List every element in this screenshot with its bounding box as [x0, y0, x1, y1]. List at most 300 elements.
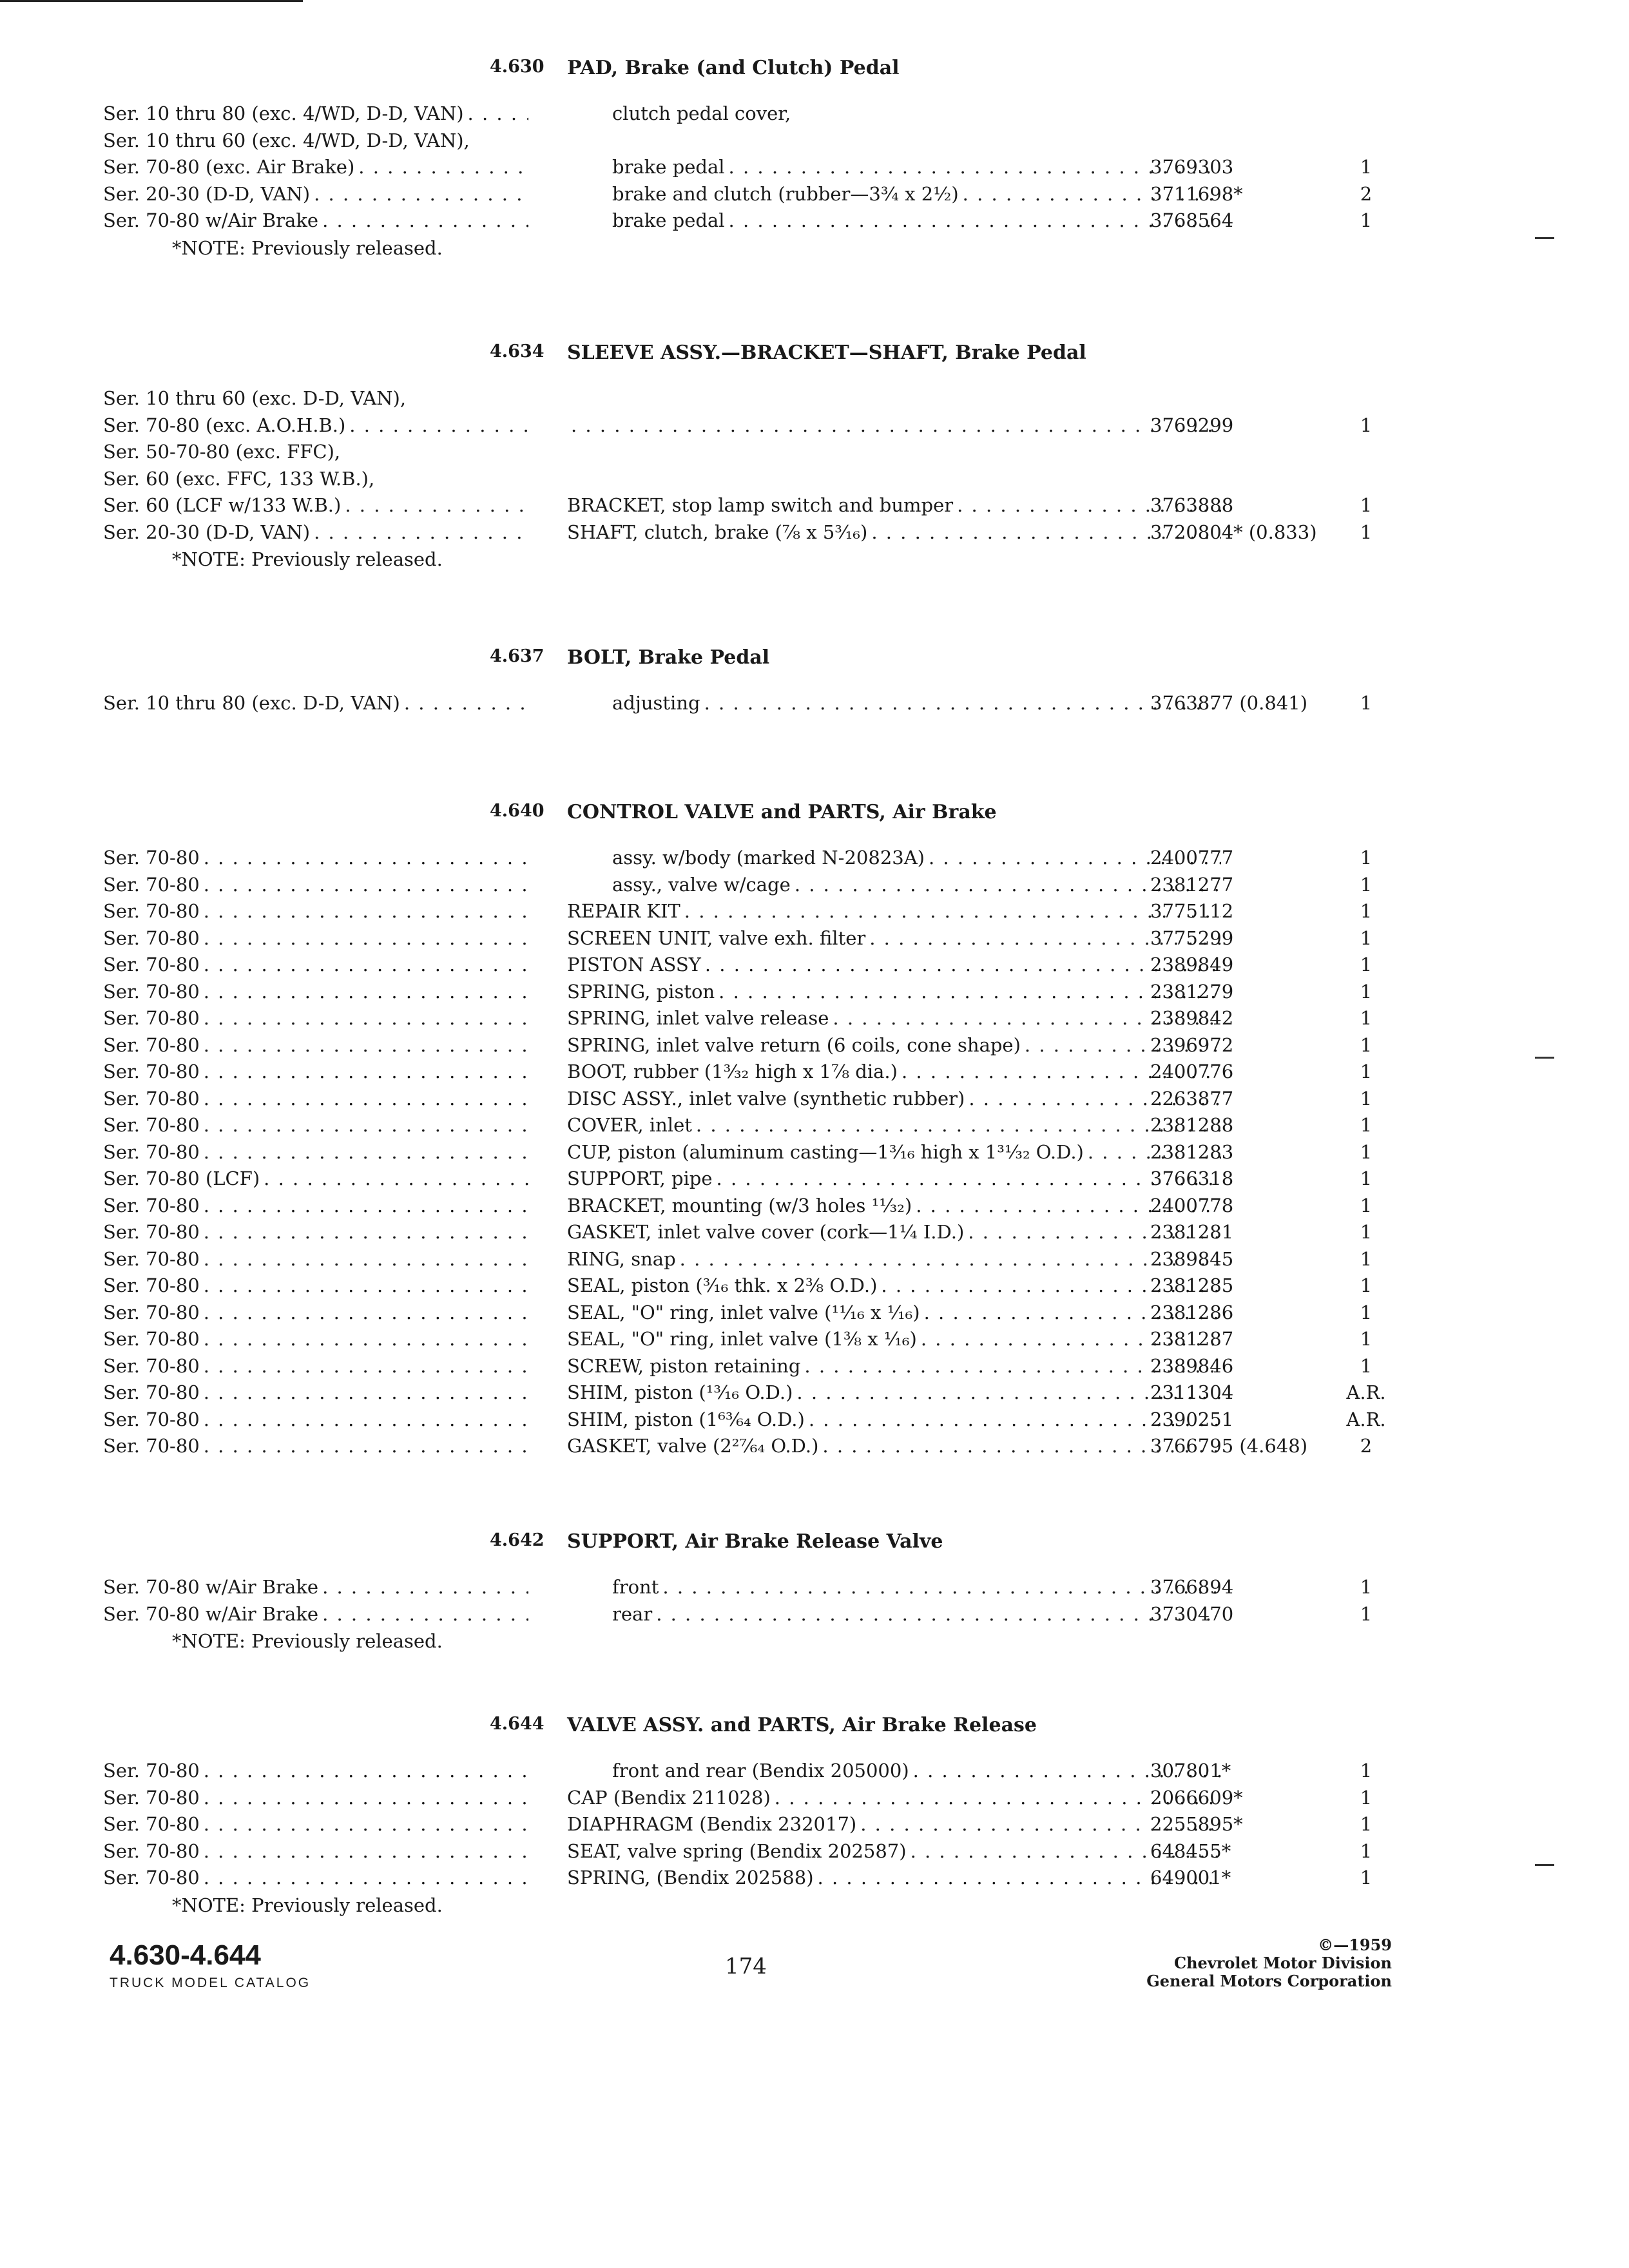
description-text-cell [612, 845, 1221, 872]
description-text-cell [567, 1838, 1221, 1865]
section-number: 4.640 [490, 801, 545, 821]
description-text: assy., valve w/cage [612, 872, 795, 899]
series-text-cell [103, 690, 528, 717]
description-text: CUP, piston (aluminum casting—1³⁄₁₆ high x 1³¹⁄₃₂ O.D.) [567, 1139, 1088, 1166]
parts-row [100, 1193, 1408, 1220]
parts-row [100, 1574, 1408, 1601]
parts-row [100, 181, 1408, 208]
description-text: DIAPHRAGM (Bendix 232017) [567, 1811, 860, 1838]
parts-row [100, 1433, 1408, 1460]
description-text: CAP (Bendix 211028) [567, 1785, 775, 1812]
series-text: Ser. 70-80 [103, 1379, 204, 1407]
part-number: 3730470 [1150, 1602, 1234, 1625]
series-text-cell [103, 872, 528, 899]
series-text: Ser. 10 thru 80 (exc. D-D, VAN) [103, 690, 404, 717]
series-text-cell [103, 128, 528, 155]
catalog-section [100, 57, 1408, 262]
section-number: 4.634 [490, 341, 545, 361]
description-text-cell [567, 1865, 1221, 1892]
series-text-cell [103, 1326, 528, 1353]
footer-right [1128, 1936, 1392, 1990]
description-text-cell [567, 1059, 1221, 1086]
quantity: 1 [1360, 1168, 1373, 1189]
part-number: 2400778 [1150, 1194, 1234, 1216]
description-text-cell [612, 154, 1221, 181]
series-text: Ser. 70-80 [103, 1112, 204, 1139]
part-number: 3763888 [1150, 494, 1234, 516]
parts-row [100, 1112, 1408, 1139]
series-text-cell [103, 898, 528, 925]
description-text-cell [567, 1193, 1221, 1220]
series-text: Ser. 60 (LCF w/133 W.B.) [103, 492, 345, 519]
series-text-cell [103, 154, 528, 181]
quantity: 2 [1360, 182, 1373, 205]
description-text-cell [567, 1166, 1221, 1193]
parts-row [100, 466, 1408, 493]
parts-list [100, 690, 1408, 717]
page-number: 174 [725, 1954, 767, 1979]
parts-row [100, 690, 1408, 717]
series-text-cell [103, 412, 528, 439]
description-text-cell [567, 925, 1221, 952]
quantity: 1 [1360, 1033, 1373, 1056]
parts-row [100, 1086, 1408, 1113]
series-text-cell [103, 1300, 528, 1327]
description-text: front [612, 1574, 662, 1601]
quantity: 1 [1360, 1354, 1373, 1377]
part-number: 2311304 [1150, 1381, 1234, 1403]
part-number: 3766894 [1150, 1576, 1234, 1598]
description-text-cell [612, 207, 1221, 235]
quantity: 1 [1360, 1114, 1373, 1136]
parts-row [100, 101, 1408, 128]
description-text: BRACKET, stop lamp switch and bumper [567, 492, 957, 519]
quantity: 1 [1360, 521, 1373, 543]
series-text: Ser. 70-80 [103, 1865, 204, 1892]
description-text-cell [567, 492, 1221, 519]
series-text-cell [103, 1574, 528, 1601]
part-number: 2381279 [1150, 980, 1234, 1003]
series-text: Ser. 50-70-80 (exc. FFC), [103, 439, 344, 466]
parts-row [100, 1838, 1408, 1865]
series-text-cell [103, 1059, 528, 1086]
part-number: 3775112 [1150, 900, 1234, 922]
series-text-cell [103, 1166, 528, 1193]
part-number: 3720804* (0.833) [1150, 521, 1317, 543]
description-text: assy. w/body (marked N-20823A) [612, 845, 929, 872]
part-number: 2255895* [1150, 1813, 1243, 1835]
description-text-cell [567, 1433, 1221, 1460]
description-text-cell [567, 1112, 1221, 1139]
description-text-cell [567, 1219, 1221, 1246]
series-text-cell [103, 207, 528, 235]
description-text-cell [567, 1086, 1221, 1113]
part-number: 2389845 [1150, 1247, 1234, 1270]
series-text-cell [103, 1086, 528, 1113]
parts-row [100, 1219, 1408, 1246]
series-text-cell [103, 1005, 528, 1032]
parts-row [100, 412, 1408, 439]
description-text: clutch pedal cover, [612, 101, 795, 128]
description-text-cell [567, 1379, 1221, 1407]
parts-row [100, 492, 1408, 519]
quantity: 1 [1360, 494, 1373, 516]
parts-row [100, 1601, 1408, 1628]
series-text: Ser. 70-80 [103, 979, 204, 1006]
series-text-cell [103, 1246, 528, 1273]
section-note: *NOTE: Previously released. [172, 548, 443, 570]
parts-list [100, 845, 1408, 1460]
series-text: Ser. 10 thru 60 (exc. D-D, VAN), [103, 385, 410, 412]
quantity: 1 [1360, 1274, 1373, 1296]
part-number: 3768564 [1150, 209, 1234, 231]
description-text-cell [567, 1273, 1221, 1300]
quantity: 1 [1360, 1813, 1373, 1835]
parts-row [100, 1811, 1408, 1838]
description-text: COVER, inlet [567, 1112, 696, 1139]
part-number: 2400776 [1150, 1061, 1234, 1082]
description-text: brake and clutch (rubber—3¾ x 2½) [612, 181, 963, 208]
parts-row [100, 979, 1408, 1006]
quantity: 1 [1360, 1576, 1373, 1598]
part-number: 2381287 [1150, 1328, 1234, 1350]
part-number: 2389849 [1150, 954, 1234, 975]
parts-row [100, 1379, 1408, 1407]
series-text-cell [103, 1758, 528, 1785]
quantity: 1 [1360, 1786, 1373, 1809]
description-text [567, 412, 571, 439]
parts-row [100, 1273, 1408, 1300]
series-text-cell [103, 1379, 528, 1407]
series-text: Ser. 70-80 [103, 1005, 204, 1032]
series-text: Ser. 70-80 [103, 1326, 204, 1353]
parts-list [100, 101, 1408, 235]
parts-row [100, 1246, 1408, 1273]
series-text: Ser. 70-80 [103, 898, 204, 925]
description-text-cell [567, 1032, 1221, 1059]
quantity: 1 [1360, 1061, 1373, 1082]
parts-list [100, 1574, 1408, 1628]
description-text-cell [567, 1005, 1221, 1032]
series-text-cell [103, 1032, 528, 1059]
series-text-cell [103, 1865, 528, 1892]
series-text-cell [103, 1811, 528, 1838]
series-text: Ser. 70-80 [103, 872, 204, 899]
series-text: Ser. 70-80 (LCF) [103, 1166, 264, 1193]
catalog-section [100, 646, 1408, 717]
series-text: Ser. 70-80 [103, 1811, 204, 1838]
quantity: 1 [1360, 1867, 1373, 1888]
parts-row [100, 1139, 1408, 1166]
description-text-cell [612, 181, 1221, 208]
series-text: Ser. 70-80 [103, 845, 204, 872]
catalog-section [100, 1714, 1408, 1919]
series-text: Ser. 70-80 [103, 1032, 204, 1059]
description-text-cell [567, 952, 1221, 979]
parts-row [100, 1032, 1408, 1059]
top-rule [0, 0, 303, 2]
description-text: SHIM, piston (¹³⁄₁₆ O.D.) [567, 1379, 796, 1407]
description-text: RING, snap [567, 1246, 680, 1273]
series-text: Ser. 70-80 [103, 1193, 204, 1220]
description-text-cell [612, 1574, 1221, 1601]
section-number: 4.637 [490, 646, 545, 666]
part-number: 2381283 [1150, 1140, 1234, 1163]
series-text-cell [103, 1433, 528, 1460]
quantity: 1 [1360, 1140, 1373, 1163]
parts-row [100, 925, 1408, 952]
description-text-cell [612, 1758, 1221, 1785]
section-title: SLEEVE ASSY.—BRACKET—SHAFT, Brake Pedal [567, 341, 1086, 364]
series-text-cell [103, 1219, 528, 1246]
series-text-cell [103, 1353, 528, 1380]
description-text-cell [567, 979, 1221, 1006]
part-number: 3769299 [1150, 414, 1234, 436]
series-text-cell [103, 101, 528, 128]
parts-row [100, 207, 1408, 235]
quantity: 1 [1360, 414, 1373, 436]
parts-row [100, 1326, 1408, 1353]
part-number: 2381277 [1150, 873, 1234, 896]
description-text: SEAL, "O" ring, inlet valve (1⅜ x ¹⁄₁₆) [567, 1326, 921, 1353]
series-text: Ser. 70-80 [103, 1059, 204, 1086]
parts-row [100, 1785, 1408, 1812]
series-text-cell [103, 1838, 528, 1865]
description-text-cell [567, 898, 1221, 925]
description-text-cell [567, 1353, 1221, 1380]
series-text: Ser. 70-80 [103, 925, 204, 952]
quantity: 1 [1360, 927, 1373, 949]
series-text: Ser. 70-80 [103, 1353, 204, 1380]
part-number: 2396972 [1150, 1033, 1234, 1056]
series-text: Ser. 70-80 [103, 1785, 204, 1812]
series-text: Ser. 70-80 [103, 1273, 204, 1300]
description-text-cell [612, 1601, 1221, 1628]
parts-row [100, 439, 1408, 466]
series-text: Ser. 70-80 w/Air Brake [103, 207, 322, 235]
part-number: 307801* [1150, 1760, 1231, 1782]
section-title: CONTROL VALVE and PARTS, Air Brake [567, 801, 997, 823]
quantity: 1 [1360, 1087, 1373, 1110]
description-text: brake pedal [612, 154, 729, 181]
series-text-cell [103, 466, 528, 493]
series-text: Ser. 70-80 [103, 1407, 204, 1434]
series-text-cell [103, 1139, 528, 1166]
description-text-cell [567, 1326, 1221, 1353]
series-text-cell [103, 1785, 528, 1812]
section-number: 4.642 [490, 1530, 545, 1550]
quantity: 1 [1360, 1602, 1373, 1625]
series-text-cell [103, 845, 528, 872]
division-name: Chevrolet Motor Division [1174, 1954, 1392, 1972]
parts-row [100, 1353, 1408, 1380]
section-header [100, 1714, 1408, 1745]
quantity: 1 [1360, 1247, 1373, 1270]
quantity: 1 [1360, 1194, 1373, 1216]
description-text: SUPPORT, pipe [567, 1166, 717, 1193]
quantity: 1 [1360, 209, 1373, 231]
quantity: 1 [1360, 692, 1373, 714]
series-text: Ser. 60 (exc. FFC, 133 W.B.), [103, 466, 378, 493]
series-text: Ser. 70-80 [103, 952, 204, 979]
series-text: Ser. 70-80 [103, 1838, 204, 1865]
quantity: 1 [1360, 847, 1373, 869]
quantity: A.R. [1346, 1408, 1386, 1430]
description-text: SEAL, "O" ring, inlet valve (¹¹⁄₁₆ x ¹⁄₁₆) [567, 1300, 924, 1327]
description-text: SHIM, piston (1⁶³⁄₆₄ O.D.) [567, 1407, 809, 1434]
part-number: 3775299 [1150, 927, 1234, 949]
series-text: Ser. 70-80 [103, 1086, 204, 1113]
quantity: 1 [1360, 1007, 1373, 1029]
quantity: 1 [1360, 980, 1373, 1003]
part-number: 2381286 [1150, 1301, 1234, 1323]
series-text-cell [103, 952, 528, 979]
part-number: 2381285 [1150, 1274, 1234, 1296]
description-text: SHAFT, clutch, brake (⅞ x 5³⁄₁₆) [567, 519, 871, 546]
description-text: SEAL, piston (³⁄₁₆ thk. x 2⅜ O.D.) [567, 1273, 881, 1300]
parts-row [100, 154, 1408, 181]
description-text: rear [612, 1601, 656, 1628]
catalog-section [100, 1530, 1408, 1655]
part-number: 2390251 [1150, 1408, 1234, 1430]
catalog-section [100, 341, 1408, 573]
series-text: Ser. 10 thru 80 (exc. 4/WD, D-D, VAN) [103, 101, 468, 128]
parts-row [100, 1407, 1408, 1434]
description-text: GASKET, valve (2²⁷⁄₆₄ O.D.) [567, 1433, 822, 1460]
description-text-cell [612, 872, 1221, 899]
description-text: adjusting [612, 690, 704, 717]
part-number: 3769303 [1150, 156, 1234, 178]
description-text: front and rear (Bendix 205000) [612, 1758, 913, 1785]
part-number: 649001* [1150, 1867, 1231, 1888]
description-text-cell [567, 1407, 1221, 1434]
section-note: *NOTE: Previously released. [172, 236, 443, 259]
series-text-cell [103, 1273, 528, 1300]
parts-row [100, 519, 1408, 546]
part-number: 2389842 [1150, 1007, 1234, 1029]
description-text-cell [612, 101, 1221, 128]
series-text: Ser. 70-80 [103, 1300, 204, 1327]
series-text: Ser. 70-80 [103, 1139, 204, 1166]
corporation-name: General Motors Corporation [1146, 1972, 1392, 1990]
series-text-cell [103, 1407, 528, 1434]
parts-row [100, 872, 1408, 899]
section-title: PAD, Brake (and Clutch) Pedal [567, 57, 900, 79]
part-number: 2400777 [1150, 847, 1234, 869]
description-text-cell [567, 1785, 1221, 1812]
description-text: SCREW, piston retaining [567, 1353, 804, 1380]
description-text: BOOT, rubber (1³⁄₃₂ high x 1⅞ dia.) [567, 1059, 901, 1086]
parts-row [100, 845, 1408, 872]
section-note: *NOTE: Previously released. [172, 1894, 443, 1916]
parts-row [100, 1166, 1408, 1193]
section-title: SUPPORT, Air Brake Release Valve [567, 1530, 943, 1553]
part-number: 3711698* [1150, 182, 1243, 205]
parts-list [100, 385, 1408, 546]
parts-row [100, 898, 1408, 925]
quantity: 1 [1360, 1760, 1373, 1782]
description-text: DISC ASSY., inlet valve (synthetic rubber) [567, 1086, 969, 1113]
quantity: 1 [1360, 1840, 1373, 1862]
part-number: 2381281 [1150, 1221, 1234, 1243]
parts-row [100, 1059, 1408, 1086]
series-text-cell [103, 1601, 528, 1628]
part-number: 2381288 [1150, 1114, 1234, 1136]
parts-row [100, 1300, 1408, 1327]
section-title: VALVE ASSY. and PARTS, Air Brake Release [567, 1714, 1037, 1736]
section-header [100, 646, 1408, 677]
series-text: Ser. 70-80 w/Air Brake [103, 1574, 322, 1601]
parts-row [100, 385, 1408, 412]
copyright: ©—1959 [1318, 1936, 1392, 1954]
part-number: 3766795 (4.648) [1150, 1435, 1308, 1457]
margin-tick [1535, 1864, 1554, 1866]
quantity: 1 [1360, 1328, 1373, 1350]
description-text: SPRING, (Bendix 202588) [567, 1865, 818, 1892]
parts-row [100, 128, 1408, 155]
description-text-cell [612, 690, 1221, 717]
section-header [100, 57, 1408, 88]
part-number: 3763877 (0.841) [1150, 692, 1308, 714]
description-text: SCREEN UNIT, valve exh. filter [567, 925, 869, 952]
catalog-section [100, 801, 1408, 1460]
series-text-cell [103, 519, 528, 546]
section-note: *NOTE: Previously released. [172, 1630, 443, 1652]
section-header [100, 801, 1408, 832]
section-number: 4.644 [490, 1714, 545, 1734]
section-number: 4.630 [490, 57, 545, 77]
series-text-cell [103, 1112, 528, 1139]
quantity: 1 [1360, 1221, 1373, 1243]
quantity: 1 [1360, 900, 1373, 922]
description-text: brake pedal [612, 207, 729, 235]
quantity: A.R. [1346, 1381, 1386, 1403]
margin-tick [1535, 237, 1554, 239]
series-text: Ser. 70-80 [103, 1219, 204, 1246]
quantity: 1 [1360, 954, 1373, 975]
parts-row [100, 952, 1408, 979]
description-text-cell [567, 1811, 1221, 1838]
series-text: Ser. 70-80 [103, 1758, 204, 1785]
parts-list [100, 1758, 1408, 1892]
description-text: SPRING, inlet valve release [567, 1005, 833, 1032]
description-text: SPRING, inlet valve return (6 coils, cone shape) [567, 1032, 1025, 1059]
series-text-cell [103, 385, 528, 412]
part-number: 2066609* [1150, 1786, 1243, 1809]
part-number: 648455* [1150, 1840, 1231, 1862]
section-header [100, 1530, 1408, 1561]
description-text-cell [567, 1246, 1221, 1273]
description-text: GASKET, inlet valve cover (cork—1¼ I.D.) [567, 1219, 968, 1246]
description-text: SEAT, valve spring (Bendix 202587) [567, 1838, 911, 1865]
series-text: Ser. 70-80 (exc. A.O.H.B.) [103, 412, 349, 439]
description-text-cell [567, 1139, 1221, 1166]
section-title: BOLT, Brake Pedal [567, 646, 770, 669]
parts-row [100, 1758, 1408, 1785]
parts-row [100, 1005, 1408, 1032]
series-text: Ser. 70-80 [103, 1433, 204, 1460]
quantity: 1 [1360, 873, 1373, 896]
part-number: 2263877 [1150, 1087, 1234, 1110]
description-text: BRACKET, mounting (w/3 holes ¹¹⁄₃₂) [567, 1193, 916, 1220]
description-text-cell [567, 519, 1221, 546]
series-text: Ser. 20-30 (D-D, VAN) [103, 181, 314, 208]
quantity: 2 [1360, 1435, 1373, 1457]
series-text: Ser. 10 thru 60 (exc. 4/WD, D-D, VAN), [103, 128, 474, 155]
series-text: Ser. 70-80 (exc. Air Brake) [103, 154, 358, 181]
series-text-cell [103, 979, 528, 1006]
quantity: 1 [1360, 156, 1373, 178]
